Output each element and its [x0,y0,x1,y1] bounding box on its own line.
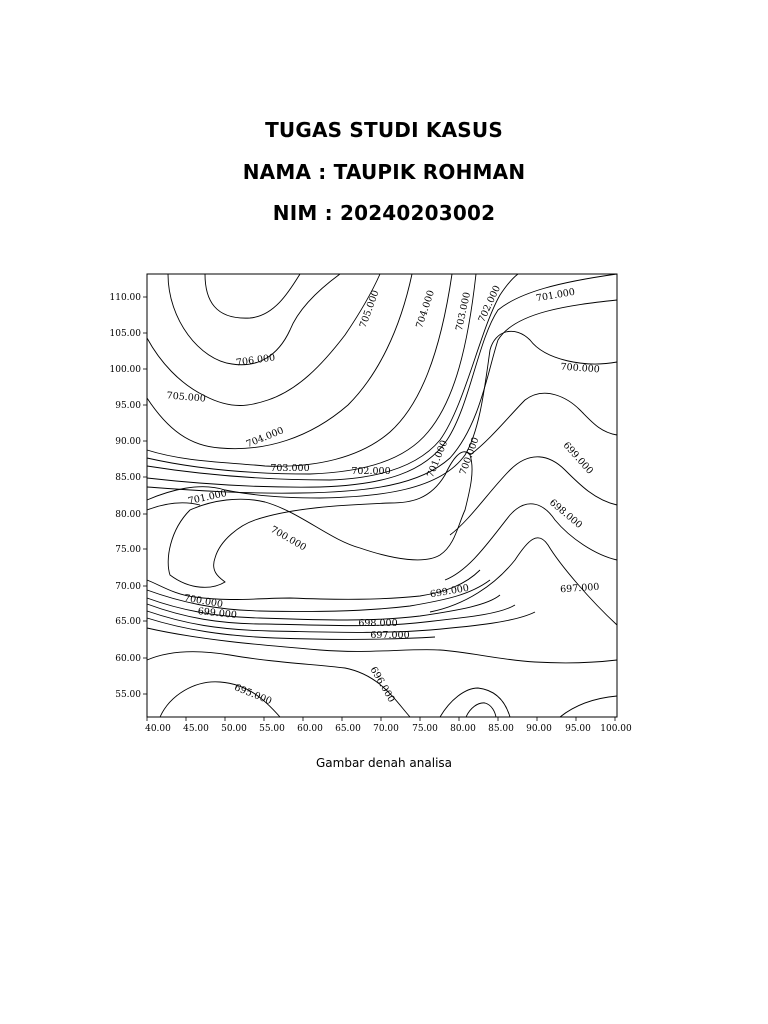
contour-line [147,274,452,466]
contour-line [440,688,510,717]
contour-label: 701.000 [425,438,451,480]
document-title: TUGAS STUDI KASUS [265,118,503,142]
contour-line [147,274,617,487]
contour-line [168,274,340,365]
contour-label: 698.000 [358,618,398,629]
contour-label: 700.000 [183,592,224,611]
contour-label: 699.000 [560,440,596,477]
contour-label: 699.000 [197,605,238,622]
contour-label: 703.000 [454,291,474,332]
x-tick-label: 80.00 [450,724,476,734]
x-tick-label: 85.00 [488,724,514,734]
contour-label: 705.000 [357,288,382,330]
y-tick-label: 75.00 [115,545,141,555]
contour-label: 701.000 [535,286,576,305]
x-tick-label: 65.00 [335,724,361,734]
x-tick-label: 40.00 [145,724,171,734]
x-tick-label: 45.00 [183,724,209,734]
x-tick-label: 50.00 [221,724,247,734]
y-tick-label: 80.00 [115,510,141,520]
y-tick-label: 60.00 [115,654,141,664]
student-name: NAMA : TAUPIK ROHMAN [242,160,526,184]
contour-label: 702.000 [476,283,504,325]
y-tick-label: 65.00 [115,617,141,627]
figure-caption: Gambar denah analisa [315,756,453,770]
contour-label: 703.000 [270,463,310,474]
x-tick-label: 75.00 [412,724,438,734]
student-nim: NIM : 20240203002 [272,201,496,225]
contour-label: 701.000 [187,488,228,508]
contour-label: 702.000 [351,466,391,477]
contour-line [147,274,380,406]
x-tick-label: 90.00 [526,724,552,734]
y-tick-label: 85.00 [115,473,141,483]
contour-map-figure [96,262,648,748]
contour-label: 697.000 [370,630,410,641]
contour-label: 700.000 [457,435,482,477]
contour-line [147,652,410,717]
x-tick-label: 70.00 [373,724,399,734]
contour-label: 696.000 [367,664,397,705]
x-tick-label: 95.00 [565,724,591,734]
contour-label: 705.000 [166,390,207,405]
y-axis [110,293,142,700]
contour-line [470,393,617,455]
x-axis [145,724,632,734]
y-tick-label: 90.00 [115,437,141,447]
contour-line [560,696,617,717]
contour-map [96,262,648,748]
contour-label: 700.000 [560,361,601,376]
contour-label: 704.000 [414,288,437,330]
y-tick-label: 95.00 [115,401,141,411]
contour-label: 700.000 [268,524,309,554]
x-tick-label: 100.00 [600,724,632,734]
contour-line [147,300,617,493]
y-tick-label: 70.00 [115,582,141,592]
contour-label: 706.000 [235,352,276,369]
contour-label: 698.000 [547,497,585,531]
tick-marks [143,297,615,721]
y-tick-label: 105.00 [109,329,141,339]
y-tick-label: 55.00 [115,690,141,700]
x-tick-label: 55.00 [259,724,285,734]
contour-labels [166,284,600,707]
y-tick-label: 100.00 [109,365,141,375]
contour-label: 695.000 [232,682,274,708]
contour-label: 697.000 [559,581,600,596]
contour-label: 699.000 [429,582,470,601]
contour-label: 704.000 [244,425,286,451]
x-tick-label: 60.00 [297,724,323,734]
contour-line [466,703,496,717]
contour-line [205,274,300,318]
y-tick-label: 110.00 [109,293,141,303]
